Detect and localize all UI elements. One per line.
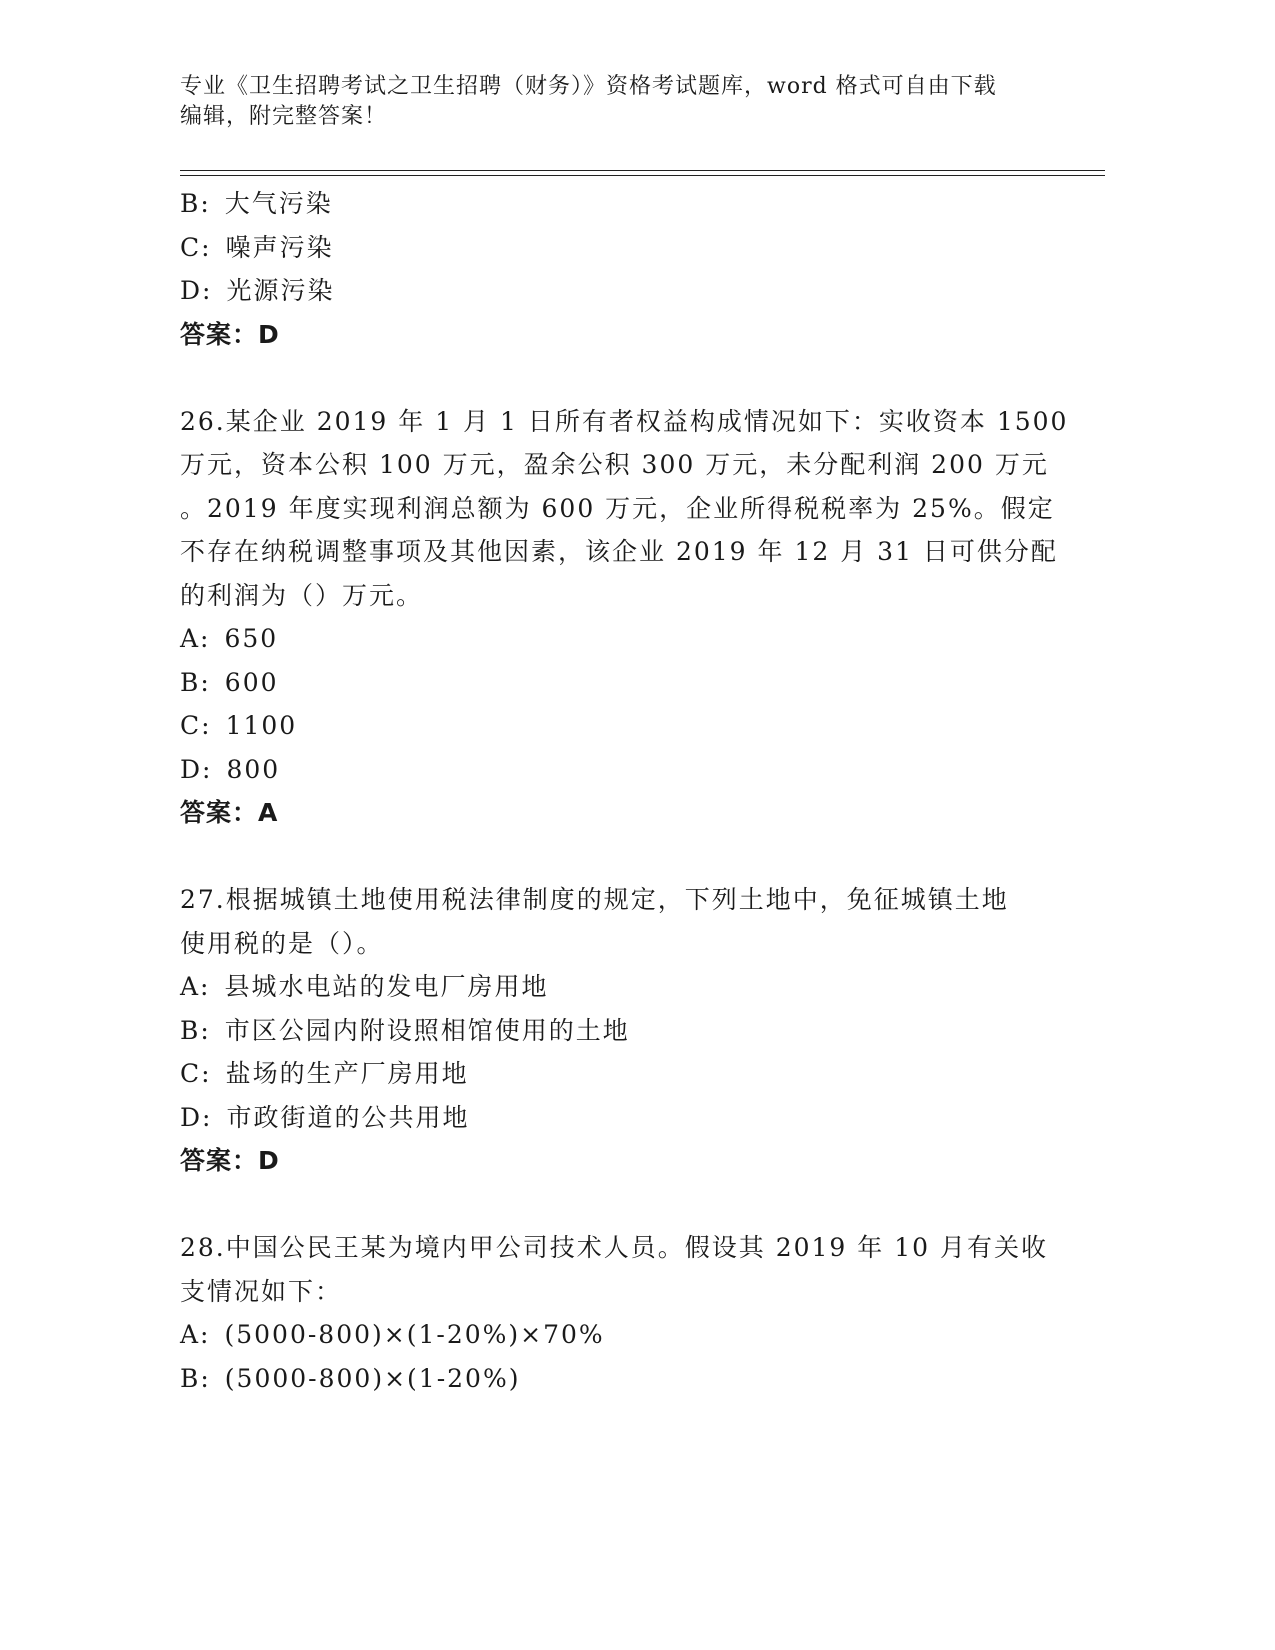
stem-line: 28.中国公民王某为境内甲公司技术人员。假设其 2019 年 10 月有关收: [180, 1233, 1048, 1262]
option-item: [180, 1052, 1060, 1096]
option-text: 市政街道的公共用地: [226, 1102, 470, 1132]
prev-question-block: [180, 182, 1060, 356]
option-item: [180, 269, 1060, 313]
option-label: D:: [180, 276, 213, 305]
header-rule-bottom: [180, 175, 1105, 176]
option-item: [180, 748, 1060, 792]
option-text: 600: [224, 667, 279, 697]
question-stem: [180, 400, 1069, 618]
option-label: B:: [180, 667, 211, 697]
question-26: [180, 400, 1069, 835]
question-stem: [180, 1226, 1060, 1313]
answer-line: 答案：D: [180, 1146, 280, 1175]
option-text: 噪声污染: [225, 232, 334, 262]
option-label: B:: [180, 189, 211, 218]
stem-line: 。2019 年度实现利润总额为 600 万元，企业所得税税率为 25%。假定: [180, 493, 1055, 523]
header-line-1: 专业《卫生招聘考试之卫生招聘（财务）》资格考试题库，word 格式可自由下载: [180, 74, 997, 99]
question-stem: [180, 878, 1060, 965]
option-item: [180, 182, 1060, 226]
stem-line: 万元，资本公积 100 万元，盈余公积 300 万元，未分配利润 200 万元: [180, 450, 1049, 479]
stem-line: 支情况如下：: [180, 1276, 343, 1306]
question-content: [180, 182, 1069, 1400]
option-text: (5000-800)×(1-20%): [224, 1363, 521, 1393]
option-item: [180, 617, 1060, 661]
option-text: (5000-800)×(1-20%)×70%: [224, 1320, 605, 1349]
option-item: [180, 1009, 1060, 1053]
stem-line: 的利润为（）万元。: [180, 580, 424, 610]
answer-line: 答案：D: [180, 319, 280, 349]
stem-line: 26.某企业 2019 年 1 月 1 日所有者权益构成情况如下：实收资本 1500: [180, 406, 1069, 436]
option-text: 800: [226, 754, 281, 784]
option-item: [180, 965, 1060, 1009]
question-27: [180, 878, 1060, 1183]
option-label: A:: [180, 1320, 211, 1349]
stem-line: 27.根据城镇土地使用税法律制度的规定，下列土地中，免征城镇土地: [180, 885, 1009, 914]
option-text: 市区公园内附设照相馆使用的土地: [224, 1015, 630, 1045]
stem-line: 不存在纳税调整事项及其他因素，该企业 2019 年 12 月 31 日可供分配: [180, 537, 1058, 566]
option-label: D:: [180, 754, 213, 784]
answer-line: 答案：A: [180, 798, 279, 827]
option-label: B:: [180, 1015, 211, 1045]
stem-line: 使用税的是（）。: [180, 928, 384, 958]
option-item: [180, 704, 1060, 748]
option-item: [180, 1357, 1060, 1401]
header-rule-top: [180, 170, 1105, 171]
option-label: B:: [180, 1363, 211, 1393]
option-text: 盐场的生产厂房用地: [225, 1059, 469, 1088]
option-item: [180, 226, 1060, 270]
option-text: 县城水电站的发电厂房用地: [224, 972, 549, 1001]
option-text: 1100: [225, 711, 298, 740]
option-item: [180, 1096, 1060, 1140]
document-header: [180, 72, 1060, 132]
option-text: 大气污染: [224, 189, 333, 218]
option-label: D:: [180, 1102, 213, 1132]
question-28: [180, 1226, 1060, 1400]
option-label: C:: [180, 711, 212, 740]
option-label: C:: [180, 1059, 212, 1088]
option-label: A:: [180, 972, 211, 1001]
option-text: 光源污染: [226, 276, 335, 305]
option-label: C:: [180, 232, 212, 262]
option-label: A:: [180, 624, 211, 653]
option-item: [180, 661, 1060, 705]
option-text: 650: [224, 624, 279, 653]
option-item: [180, 1313, 1060, 1357]
header-line-2: 编辑，附完整答案！: [180, 104, 388, 129]
